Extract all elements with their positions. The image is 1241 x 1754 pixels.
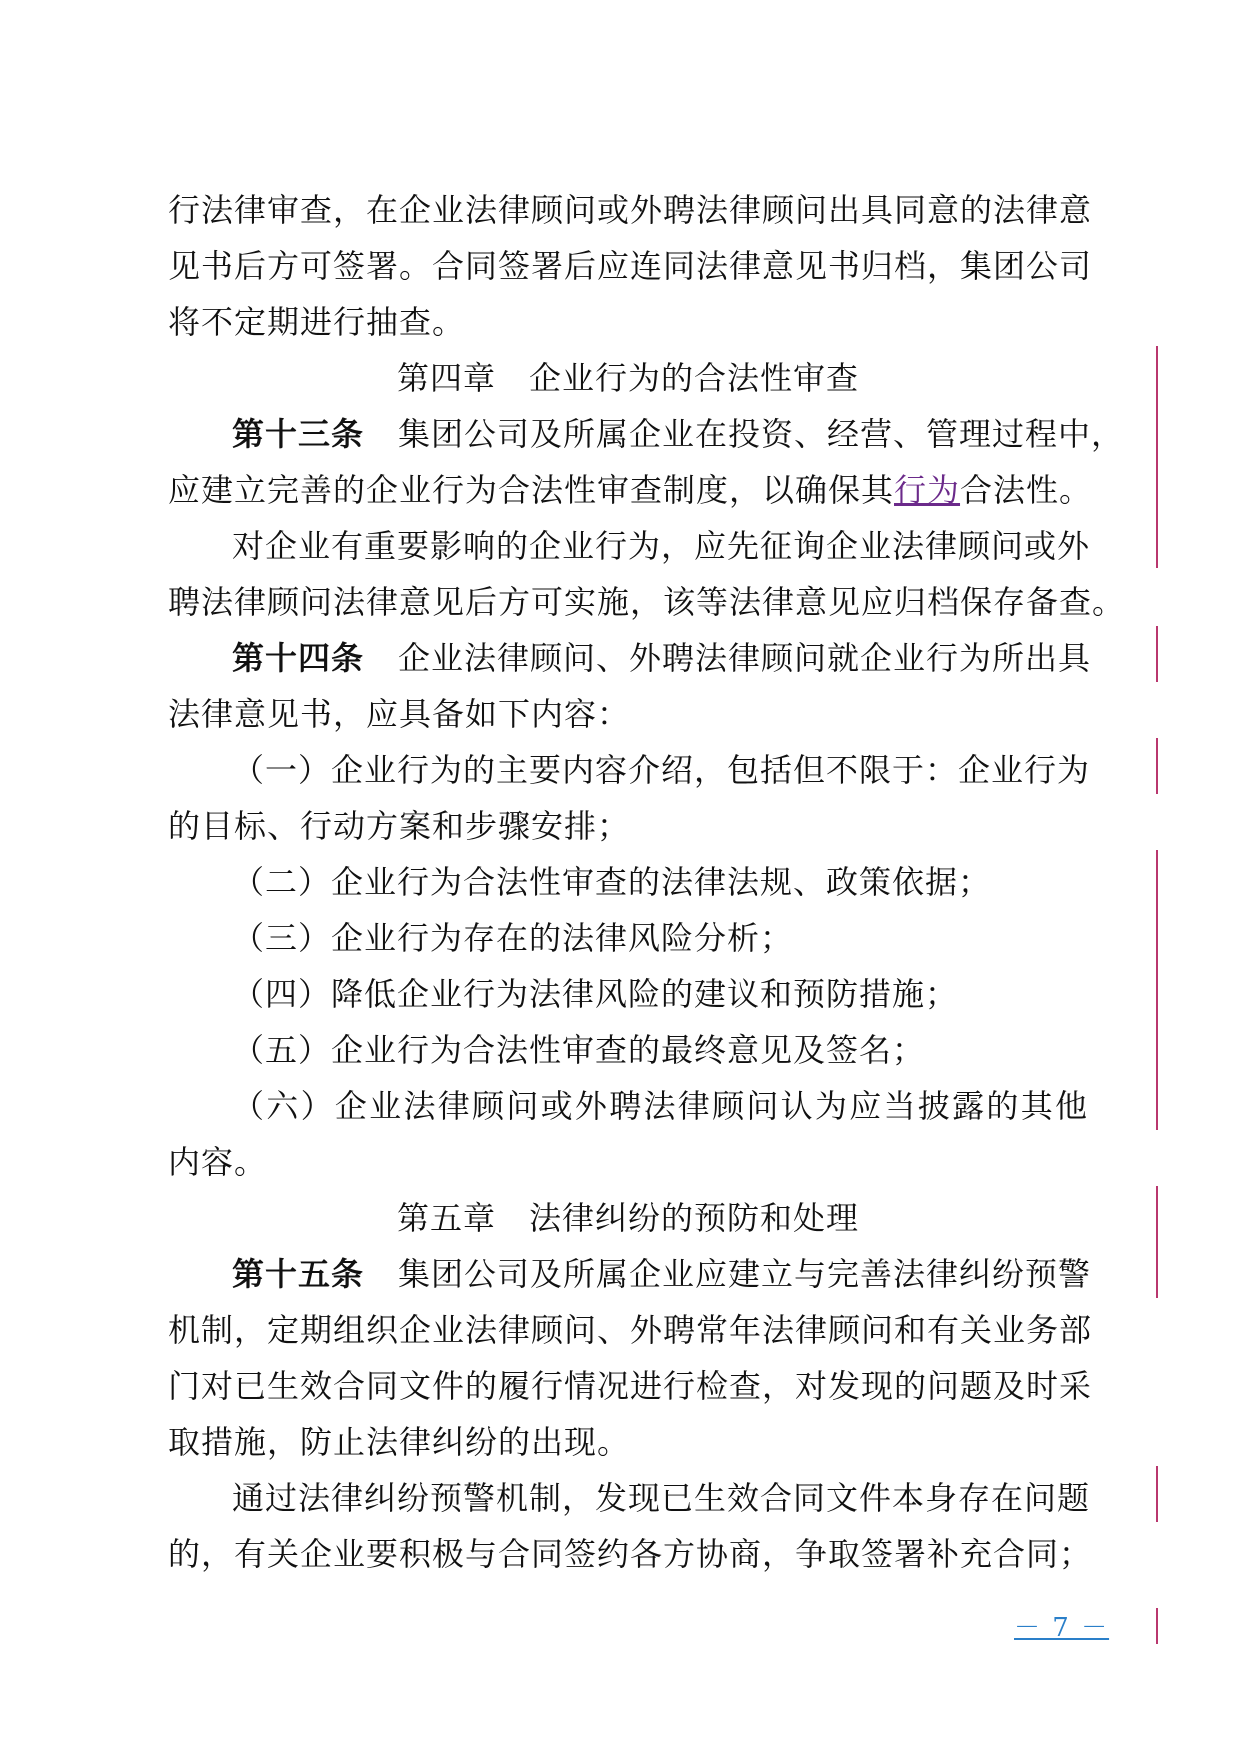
body-line: 行法律审查，在企业法律顾问或外聘法律顾问出具同意的法律意 — [168, 191, 1093, 229]
list-item: （三）企业行为存在的法律风险分析； — [232, 919, 794, 957]
list-item: 内容。 — [168, 1143, 268, 1181]
revision-bar — [1156, 346, 1158, 568]
hyperlink-behavior[interactable]: 行为 — [894, 471, 961, 509]
article-13-text: 合法性。 — [960, 471, 1093, 509]
article-13-line — [168, 406, 1125, 462]
revision-bar — [1156, 1608, 1158, 1644]
list-item: （五）企业行为合法性审查的最终意见及签名； — [232, 1031, 926, 1069]
article-13-text: 应建立完善的企业行为合法性审查制度，以确保其 — [168, 471, 895, 509]
article-15-line-4: 取措施，防止法律纠纷的出现。 — [168, 1423, 631, 1461]
article-15-line-2: 机制，定期组织企业法律顾问、外聘常年法律顾问和有关业务部 — [168, 1311, 1093, 1349]
article-15-line-3: 门对已生效合同文件的履行情况进行检查，对发现的问题及时采 — [168, 1367, 1093, 1405]
body-line: 将不定期进行抽查。 — [168, 303, 466, 341]
list-item: 的目标、行动方案和步骤安排； — [168, 807, 631, 845]
article-13-para-2: 对企业有重要影响的企业行为，应先征询企业法律顾问或外 — [232, 527, 1091, 565]
list-item: （六）企业法律顾问或外聘法律顾问认为应当披露的其他 — [232, 1087, 1088, 1125]
article-14-line-2: 法律意见书，应具备如下内容： — [168, 695, 631, 733]
article-14-text: 企业法律顾问、外聘法律顾问就企业行为所出具 — [398, 639, 1092, 677]
article-13-label: 第十三条 — [232, 415, 365, 453]
article-14-line — [168, 630, 1092, 686]
body-line: 见书后方可签署。合同签署后应连同法律意见书归档，集团公司 — [168, 247, 1093, 285]
article-15-para-2: 通过法律纠纷预警机制，发现已生效合同文件本身存在问题 — [232, 1479, 1091, 1517]
revision-bar — [1156, 626, 1158, 682]
article-13-para-2: 聘法律顾问法律意见后方可实施，该等法律意见应归档保存备查。 — [168, 583, 1126, 621]
revision-bar — [1156, 1186, 1158, 1298]
list-item: （二）企业行为合法性审查的法律法规、政策依据； — [232, 863, 992, 901]
article-13-text: 集团公司及所属企业在投资、经营、管理过程中， — [398, 415, 1125, 453]
revision-bar — [1156, 850, 1158, 1130]
article-15-line — [168, 1246, 1092, 1302]
article-14-label: 第十四条 — [232, 639, 365, 677]
article-13-line-2 — [168, 462, 1093, 518]
revision-bar — [1156, 738, 1158, 794]
article-15-text: 集团公司及所属企业应建立与完善法律纠纷预警 — [398, 1255, 1092, 1293]
list-item: （四）降低企业行为法律风险的建议和预防措施； — [232, 975, 959, 1013]
chapter-5-heading: 第五章 法律纠纷的预防和处理 — [396, 1199, 859, 1237]
revision-bar — [1156, 1466, 1158, 1522]
article-15-para-2: 的，有关企业要积极与合同签约各方协商，争取签署补充合同； — [168, 1535, 1093, 1573]
list-item: （一）企业行为的主要内容介绍，包括但不限于：企业行为 — [232, 751, 1091, 789]
chapter-4-heading: 第四章 企业行为的合法性审查 — [396, 359, 859, 397]
article-15-label: 第十五条 — [232, 1255, 365, 1293]
page-number: － 7 － — [1014, 1613, 1110, 1643]
